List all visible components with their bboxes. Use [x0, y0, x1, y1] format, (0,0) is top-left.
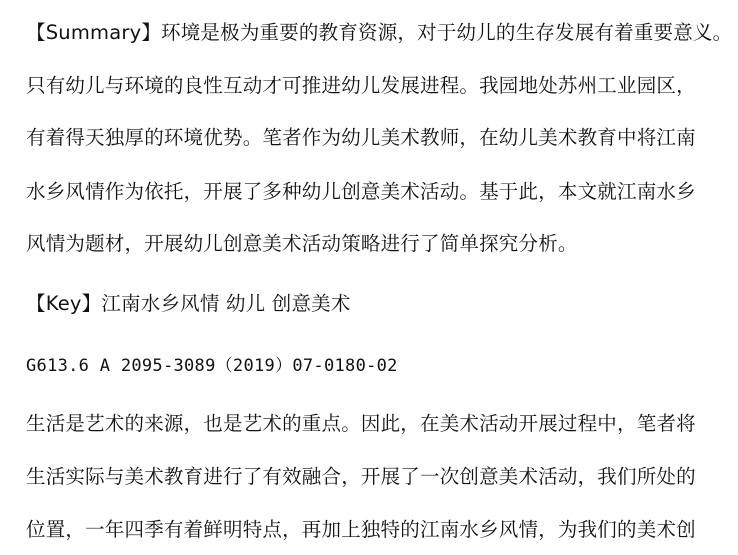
- abstract-line-3: 有着得天独厚的环境优势。笔者作为幼儿美术教师，在幼儿美术教育中将江南: [26, 126, 696, 149]
- classification-line: G613.6 A 2095-3089（2019）07-0180-02: [26, 356, 398, 376]
- body-line-1: 生活是艺术的来源，也是艺术的重点。因此，在美术活动开展过程中，笔者将: [26, 412, 696, 435]
- body-line-3: 位置，一年四季有着鲜明特点，再加上独特的江南水乡风情，为我们的美术创: [26, 518, 696, 541]
- keywords-line: 【Key】江南水乡风情 幼儿 创意美术: [26, 292, 351, 315]
- abstract-line-4: 水乡风情作为依托，开展了多种幼儿创意美术活动。基于此，本文就江南水乡: [26, 180, 696, 203]
- abstract-line-2: 只有幼儿与环境的良性互动才可推进幼儿发展进程。我园地处苏州工业园区，: [26, 74, 696, 97]
- abstract-line-1: 【Summary】环境是极为重要的教育资源，对于幼儿的生存发展有着重要意义。: [26, 21, 733, 44]
- abstract-line-5: 风情为题材，开展幼儿创意美术活动策略进行了简单探究分析。: [26, 232, 578, 255]
- body-line-2: 生活实际与美术教育进行了有效融合，开展了一次创意美术活动，我们所处的: [26, 465, 696, 488]
